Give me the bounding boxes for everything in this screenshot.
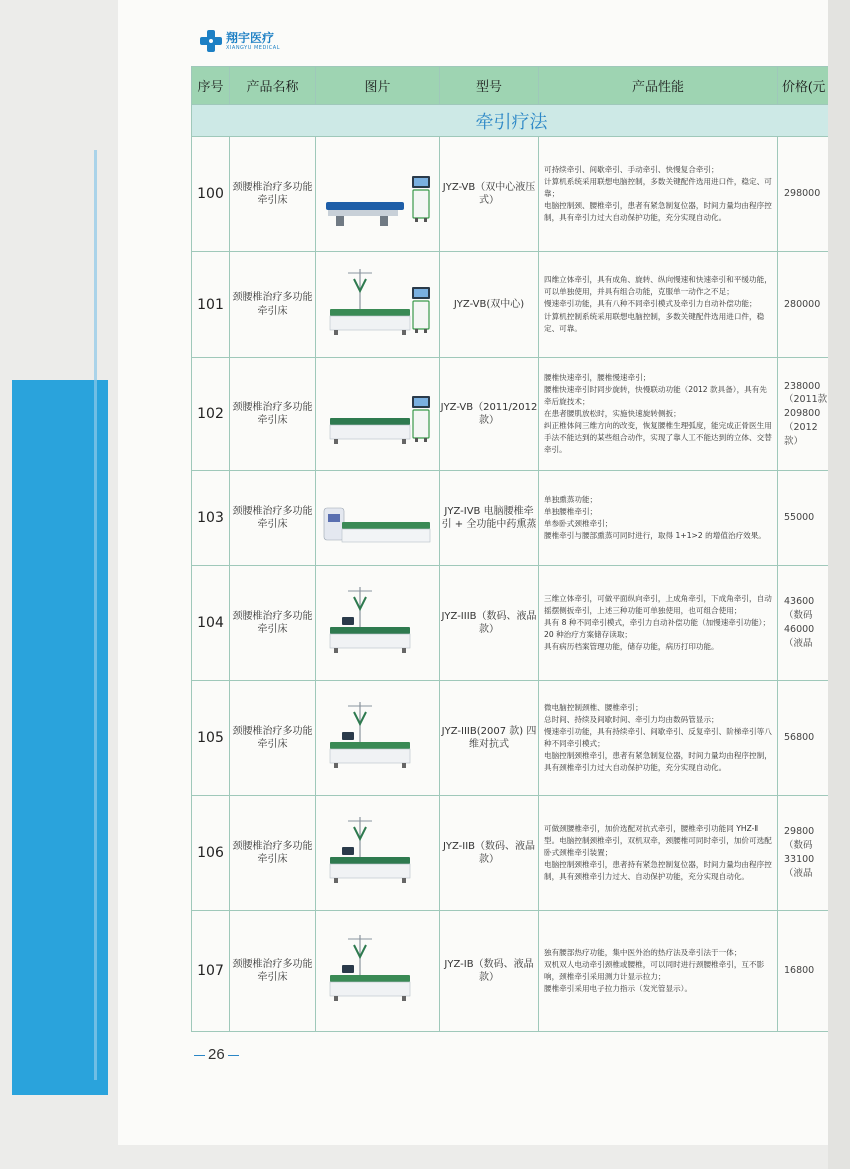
- price-line: （2012: [784, 421, 818, 433]
- product-price: [778, 252, 829, 358]
- product-price: [778, 681, 829, 796]
- product-image-cell: [316, 137, 440, 252]
- product-name: 颈腰椎治疗多功能牵引床: [230, 681, 316, 796]
- product-image-cell: [316, 471, 440, 566]
- performance-line: 20 种治疗方案储存读取；: [544, 630, 633, 640]
- header-index: 序号: [192, 67, 230, 105]
- performance-line: 计算机控制系统采用联想电脑控制，多数关键配件选用进口件，稳定、可靠。: [544, 311, 765, 333]
- traction-bed-image: [320, 478, 436, 558]
- performance-line: 腰椎牵引采用电子拉力指示（发光管显示）。: [544, 984, 693, 994]
- product-name: 颈腰椎治疗多功能牵引床: [230, 358, 316, 471]
- product-price: [778, 471, 829, 566]
- header-performance: 产品性能: [539, 67, 778, 105]
- product-price: [778, 566, 829, 681]
- product-name: 颈腰椎治疗多功能牵引床: [230, 471, 316, 566]
- performance-line: 慢速牵引功能，具有持续牵引、间歇牵引、反复牵引、阶梯牵引等八种不同牵引模式；: [544, 726, 772, 748]
- performance-line: 四维立体牵引，具有成角、旋转、纵向慢速和快速牵引和平缓功能，可以单独使用，并具有组合功能，克服单一动作之不足；: [544, 275, 772, 297]
- row-index: 104: [192, 566, 230, 681]
- price-line: 46000: [784, 624, 815, 635]
- table-row: [192, 358, 829, 471]
- price-line: （液晶: [784, 637, 813, 649]
- product-model: JYZ-IIIB（数码、液晶款）: [440, 566, 539, 681]
- product-model: JYZ-IVB 电脑腰椎牵引 + 全功能中药熏蒸: [440, 471, 539, 566]
- price-line: 280000: [784, 298, 821, 310]
- performance-line: 纠正椎体间三维方向的改变，恢复腰椎生理弧度，能完成正骨医生用手法不能达到的某些组合动作，实现了靠人工不能达到的立体、交替牵引。: [544, 421, 772, 455]
- product-performance: [539, 566, 778, 681]
- section-title: 牵引疗法: [192, 105, 829, 137]
- product-name: 颈腰椎治疗多功能牵引床: [230, 796, 316, 911]
- traction-bed-image: [320, 265, 436, 345]
- row-index: 105: [192, 681, 230, 796]
- product-performance: [539, 137, 778, 252]
- performance-line: 腰椎快速牵引时同步旋转，快慢联动功能（2012 款具备），具有先牵后旋技术；: [544, 384, 767, 406]
- header-product-name: 产品名称: [230, 67, 316, 105]
- product-image-cell: [316, 358, 440, 471]
- header-model: 型号: [440, 67, 539, 105]
- price-line: 238000: [784, 380, 821, 392]
- product-model: JYZ-VB(双中心): [440, 252, 539, 358]
- performance-line: 腰椎牵引与腰部熏蒸可同时进行，取得 1+1>2 的增值治疗效果。: [544, 531, 766, 541]
- product-image-cell: [316, 681, 440, 796]
- table-row: [192, 911, 829, 1032]
- traction-bed-image: [320, 583, 436, 663]
- row-index: 101: [192, 252, 230, 358]
- product-image-cell: [316, 796, 440, 911]
- page-dash-left: [194, 1055, 205, 1056]
- cross-logo-icon: [200, 30, 222, 52]
- performance-line: 具有 8 种不同牵引模式，牵引力自动补偿功能（加慢速牵引功能）；: [544, 617, 771, 627]
- price-line: 55000: [784, 512, 815, 524]
- page-binding-shadow: [828, 0, 850, 1169]
- performance-line: 三维立体牵引，可做平面纵向牵引，上成角牵引，下成角牵引，自动摇摆侧扳牵引，上述三种功能可单独使用，也可组合使用；: [544, 593, 772, 615]
- product-performance: [539, 681, 778, 796]
- price-line: 29800: [784, 826, 815, 838]
- product-name: 颈腰椎治疗多功能牵引床: [230, 137, 316, 252]
- performance-line: 可持续牵引、间歇牵引、手动牵引、快慢复合牵引；: [544, 164, 719, 174]
- page-dash-right: [228, 1055, 239, 1056]
- product-price: [778, 137, 829, 252]
- product-model: JYZ-IIB（数码、液晶款）: [440, 796, 539, 911]
- product-price: [778, 911, 829, 1032]
- price-line: （数码: [784, 840, 813, 852]
- performance-line: 单独腰椎牵引；: [544, 506, 598, 516]
- section-row: [192, 105, 829, 137]
- performance-line: 独有腰部热疗功能，集中医外治的热疗法及牵引法于一体；: [544, 947, 742, 957]
- product-price: [778, 358, 829, 471]
- product-image-cell: [316, 252, 440, 358]
- brand-name: 翔宇医疗: [226, 30, 275, 45]
- header-price: 价格(元: [778, 67, 829, 105]
- traction-bed-image: [320, 813, 436, 893]
- product-performance: [539, 252, 778, 358]
- performance-line: 电脑控制颈椎牵引，患者有紧急制复位器，时间力量均由程序控制，具有颈椎牵引力过大自动保护功能，充分实现自动化。: [544, 751, 772, 773]
- product-model: JYZ-VB（2011/2012 款）: [440, 358, 539, 471]
- price-line: （液晶: [784, 867, 813, 879]
- product-name: 颈腰椎治疗多功能牵引床: [230, 252, 316, 358]
- traction-bed-image: [320, 154, 436, 234]
- table-row: [192, 471, 829, 566]
- performance-line: 计算机系统采用联想电脑控制，多数关键配件选用进口件，稳定、可靠；: [544, 176, 772, 198]
- row-index: 103: [192, 471, 230, 566]
- product-image-cell: [316, 566, 440, 681]
- traction-bed-image: [320, 931, 436, 1011]
- performance-line: 慢速牵引功能，具有八种不同牵引模式及牵引力自动补偿功能；: [544, 299, 757, 309]
- product-model: JYZ-IIIB(2007 款) 四维对抗式: [440, 681, 539, 796]
- price-line: 43600: [784, 596, 815, 608]
- blue-edge-line: [94, 150, 97, 1080]
- brand-logo: [200, 30, 280, 52]
- traction-bed-image: [320, 698, 436, 778]
- catalog-page: [118, 0, 828, 1145]
- page-number: [191, 1046, 242, 1063]
- product-name: 颈腰椎治疗多功能牵引床: [230, 566, 316, 681]
- performance-line: 双机双人电动牵引颈椎或腰椎，可以同时进行颈腰椎牵引，互不影响，颈椎牵引采用测力计显示拉力；: [544, 959, 765, 981]
- product-performance: [539, 358, 778, 471]
- performance-line: 腰椎快速牵引，腰椎慢速牵引；: [544, 372, 651, 382]
- performance-line: 微电脑控制颈椎、腰椎牵引；: [544, 702, 643, 712]
- price-line: 56800: [784, 732, 815, 744]
- product-performance: [539, 796, 778, 911]
- row-index: 102: [192, 358, 230, 471]
- product-performance: [539, 911, 778, 1032]
- price-line: 209800: [784, 408, 821, 420]
- traction-bed-image: [320, 374, 436, 454]
- performance-line: 电脑控制颈椎牵引，患者持有紧急控制复位器，时间力量均由程序控制，具有颈椎牵引力过大、自动保护功能，充分实现自动化。: [544, 860, 772, 882]
- price-line: 33100: [784, 854, 815, 865]
- price-line: 298000: [784, 188, 821, 200]
- performance-line: 单独熏蒸功能；: [544, 494, 598, 504]
- page-number-text: 26: [208, 1046, 225, 1063]
- table-row: [192, 681, 829, 796]
- performance-line: 在患者腰肌放松时，实施快速旋转侧扳；: [544, 408, 681, 418]
- price-line: （2011款: [784, 394, 828, 406]
- price-line: 款）: [784, 435, 804, 447]
- header-image: 图片: [316, 67, 440, 105]
- performance-line: 可做颈腰椎牵引，加价选配对抗式牵引，腰椎牵引功能同 YHZ-Ⅱ型。电脑控制颈椎牵引，双机双牵，颈腰椎可同时牵引，加价可选配卧式颈椎牵引装置；: [544, 823, 772, 857]
- product-model: JYZ-IB（数码、液晶款）: [440, 911, 539, 1032]
- table-row: [192, 796, 829, 911]
- brand-name-en: XIANGYU MEDICAL: [226, 44, 280, 51]
- row-index: 106: [192, 796, 230, 911]
- product-name: 颈腰椎治疗多功能牵引床: [230, 911, 316, 1032]
- performance-line: 总时间、持续及间歇时间、牵引力均由数码管显示；: [544, 714, 719, 724]
- performance-line: 电脑控制颈、腰椎牵引，患者有紧急制复位器，时间力量均由程序控制，具有牵引力过大自动保护功能，充分实现自动化。: [544, 201, 772, 223]
- price-line: 16800: [784, 965, 815, 977]
- price-line: （数码: [784, 610, 813, 622]
- performance-line: 单参卧式颈椎牵引；: [544, 519, 613, 528]
- performance-line: 具有病历档案管理功能，储存功能，病历打印功能。: [544, 642, 719, 652]
- product-price: [778, 796, 829, 911]
- table-header-row: [192, 67, 829, 105]
- product-image-cell: [316, 911, 440, 1032]
- product-model: JYZ-VB（双中心液压式）: [440, 137, 539, 252]
- row-index: 107: [192, 911, 230, 1032]
- product-table: [191, 66, 828, 1032]
- table-row: [192, 252, 829, 358]
- table-row: [192, 137, 829, 252]
- product-performance: [539, 471, 778, 566]
- table-row: [192, 566, 829, 681]
- row-index: 100: [192, 137, 230, 252]
